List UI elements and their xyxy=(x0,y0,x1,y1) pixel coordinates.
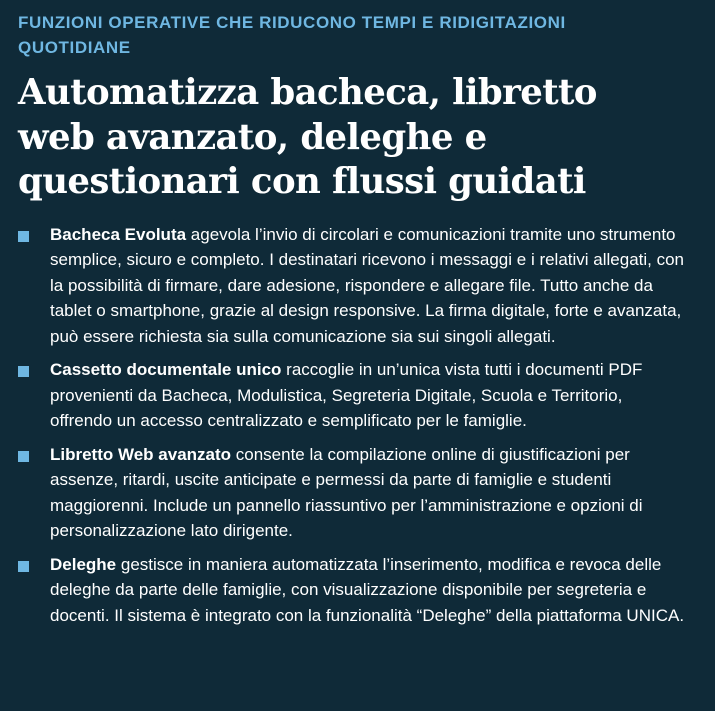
square-bullet-icon xyxy=(18,561,29,572)
section-eyebrow: FUNZIONI OPERATIVE CHE RIDUCONO TEMPI E RIDIGITAZIONI QUOTIDIANE xyxy=(18,13,566,57)
feature-title: Bacheca Evoluta xyxy=(50,224,187,244)
feature-item-libretto xyxy=(18,442,688,544)
square-bullet-icon xyxy=(18,366,29,377)
feature-title: Libretto Web avanzato xyxy=(50,444,232,464)
square-bullet-icon xyxy=(18,231,29,242)
feature-description: gestisce in maniera automatizzata l’inserimento, modifica e revoca delle deleghe da parte delle famiglie, con visualizzazione disponibile per segreteria e docenti. Il sistema è integrato con la funzionalità “Deleghe” della piattaforma UNICA. xyxy=(50,554,685,625)
feature-title: Deleghe xyxy=(50,554,117,574)
feature-item-deleghe xyxy=(18,552,688,629)
feature-description: raccoglie in un’unica vista tutti i documenti PDF provenienti da Bacheca, Modulistica, Segreteria Digitale, Scuola e Territorio, offrendo un accesso centralizzato e semplificato per le famiglie. xyxy=(50,360,643,430)
feature-item-cassetto xyxy=(18,357,688,434)
feature-title: Cassetto documentale unico xyxy=(50,360,282,379)
feature-list xyxy=(18,222,697,629)
square-bullet-icon xyxy=(18,451,29,462)
feature-item-bacheca xyxy=(18,222,688,350)
feature-description: agevola l’invio di circolari e comunicazioni tramite uno strumento semplice, sicuro e completo. I destinatari ricevono i messaggi e i relativi allegati, con la possibilità di firmare, dare adesione, rispondere e allegare file. Tutto anche da tablet o smartphone, grazie al design responsive. La firma digitale, forte e avanzata, può essere richiesta sia sulla comunicazione sia sui singoli allegati. xyxy=(50,224,685,346)
page-title: Automatizza bacheca, libretto web avanzato, deleghe e questionari con flussi guidati xyxy=(18,72,597,202)
feature-description: consente la compilazione online di giustificazioni per assenze, ritardi, uscite anticipate e permessi da parte di famiglie e studenti maggiorenni. Include un pannello riassuntivo per l’amministrazione e opzioni di personalizzazione lato dirigente. xyxy=(50,444,643,540)
